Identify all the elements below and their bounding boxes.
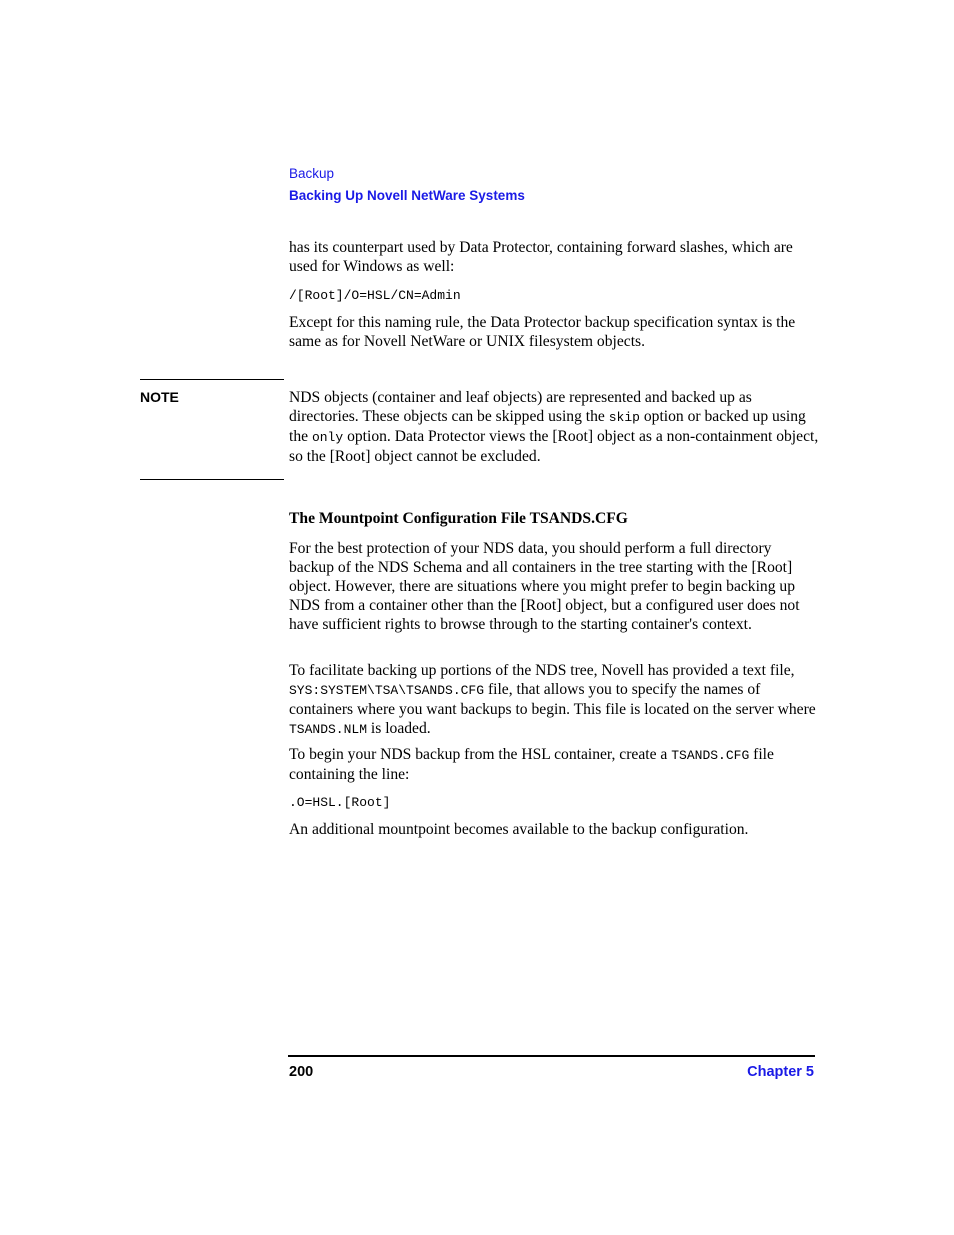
- paragraph-additional-mountpoint: An additional mountpoint becomes available to the backup configuration.: [289, 821, 749, 838]
- running-header-subsection: Backing Up Novell NetWare Systems: [289, 188, 525, 203]
- para5-text-1: To begin your NDS backup from the HSL container, create a: [289, 746, 672, 763]
- section-heading: The Mountpoint Configuration File TSANDS.CFG: [289, 510, 628, 527]
- para4-text-3: is loaded.: [367, 720, 431, 737]
- note-body: [289, 388, 819, 466]
- note-code-only: only: [311, 430, 344, 445]
- para4-code-nlm: TSANDS.NLM: [289, 722, 368, 737]
- para5-code-cfg: TSANDS.CFG: [671, 748, 750, 763]
- footer-rule: [288, 1055, 815, 1057]
- para4-text-1: To facilitate backing up portions of the NDS tree, Novell has provided a text file,: [289, 662, 795, 679]
- para4-code-path: SYS:SYSTEM\TSA\TSANDS.CFG: [289, 683, 485, 698]
- code-example-container: .O=HSL.[Root]: [289, 795, 391, 810]
- note-code-skip: skip: [608, 410, 640, 425]
- chapter-link[interactable]: Chapter 5: [747, 1064, 814, 1080]
- running-header-section: Backup: [289, 166, 335, 181]
- note-label: NOTE: [140, 389, 179, 405]
- paragraph-best-protection: For the best protection of your NDS data, you should perform a full directory backup of the NDS Schema and all containers in the tree starting with the [Root] object. However, there are situations where you might prefer to begin backing up NDS from a container other than the [Root] object, but a configured user does not have sufficient rights to browse through to the starting container's context.: [289, 540, 800, 633]
- note-top-rule: [140, 379, 284, 380]
- note-text-2: option or backed up using the: [289, 408, 806, 445]
- paragraph-begin-backup: [289, 745, 819, 784]
- code-example-path: /[Root]/O=HSL/CN=Admin: [289, 288, 461, 303]
- paragraph-naming-rule: Except for this naming rule, the Data Protector backup specification syntax is the same as for Novell NetWare or UNIX filesystem objects.: [289, 314, 796, 350]
- para4-text-2: file, that allows you to specify the names of containers where you want backups to begin. This file is located on the server where: [289, 681, 816, 718]
- para5-text-2: file containing the line:: [289, 746, 774, 783]
- note-text-3: option. Data Protector views the [Root] object as a non-containment object, so the [Root] object cannot be excluded.: [289, 428, 819, 465]
- paragraph-counterpart: has its counterpart used by Data Protector, containing forward slashes, which are used for Windows as well:: [289, 239, 793, 275]
- note-bottom-rule: [140, 479, 284, 480]
- note-text-1: NDS objects (container and leaf objects) are represented and backed up as directories. These objects can be skipped using the: [289, 389, 752, 425]
- page-number: 200: [289, 1064, 314, 1080]
- paragraph-facilitate: [289, 661, 819, 739]
